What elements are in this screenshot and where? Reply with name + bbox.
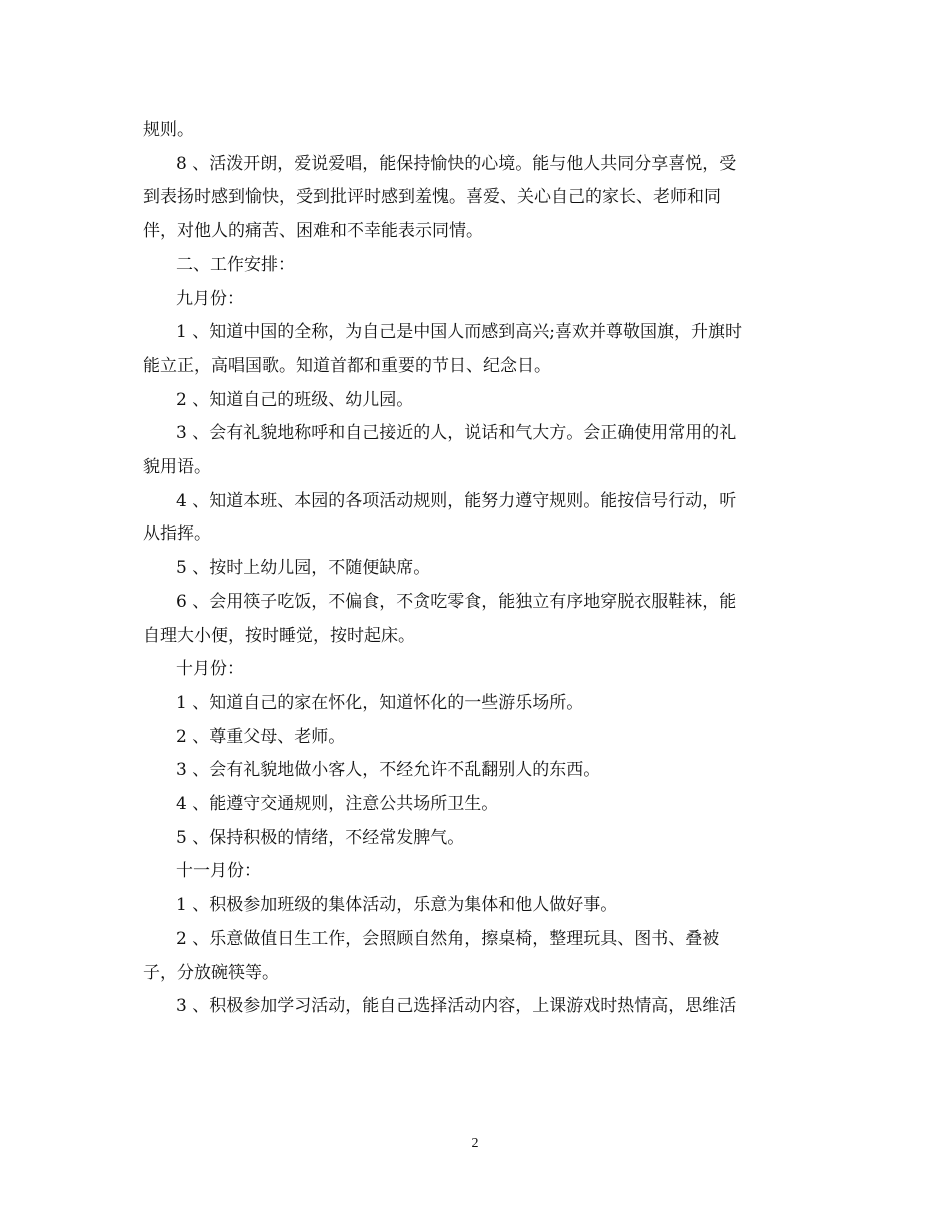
text-line: 4 、能遵守交通规则，注意公共场所卫生。: [176, 794, 499, 815]
text-line: 1 、知道中国的全称，为自己是中国人而感到高兴;喜欢并尊敬国旗，升旗时: [176, 322, 742, 343]
month-heading: 九月份：: [176, 288, 244, 309]
text-line: 6 、会用筷子吃饭，不偏食，不贪吃零食，能独立有序地穿脱衣服鞋袜，能: [176, 591, 737, 612]
text-line: 自理大小便，按时睡觉，按时起床。: [143, 625, 415, 646]
month-heading: 十一月份：: [176, 861, 261, 882]
text-line: 1 、知道自己的家在怀化，知道怀化的一些游乐场所。: [176, 692, 584, 713]
text-line: 到表扬时感到愉快，受到批评时感到羞愧。喜爱、关心自己的家长、老师和同: [143, 187, 721, 208]
text-line: 1 、积极参加班级的集体活动，乐意为集体和他人做好事。: [176, 895, 618, 916]
text-line: 能立正，高唱国歌。知道首都和重要的节日、纪念日。: [143, 355, 551, 376]
text-line: 从指挥。: [143, 524, 211, 545]
text-line: 4 、知道本班、本园的各项活动规则，能努力遵守规则。能按信号行动，听: [176, 490, 737, 511]
text-line: 规则。: [143, 120, 194, 140]
text-line: 伴，对他人的痛苦、困难和不幸能表示同情。: [143, 221, 483, 242]
text-line: 5 、保持积极的情绪，不经常发脾气。: [176, 827, 465, 848]
text-line: 2 、乐意做值日生工作，会照顾自然角，擦桌椅，整理玩具、图书、叠被: [176, 928, 720, 949]
text-line: 3 、会有礼貌地称呼和自己接近的人，说话和气大方。会正确使用常用的礼: [176, 423, 737, 444]
section-heading: 二、工作安排：: [176, 254, 295, 275]
text-line: 8 、活泼开朗，爱说爱唱，能保持愉快的心境。能与他人共同分享喜悦，受: [176, 153, 737, 174]
text-line: 5 、按时上幼儿园，不随便缺席。: [176, 558, 431, 579]
text-line: 2 、知道自己的班级、幼儿园。: [176, 389, 414, 410]
text-line: 3 、积极参加学习活动，能自己选择活动内容，上课游戏时热情高，思维活: [176, 996, 737, 1017]
page-number: 2: [471, 1136, 479, 1151]
document-body: [143, 114, 803, 1024]
text-line: 2 、尊重父母、老师。: [176, 726, 346, 747]
month-heading: 十月份：: [176, 659, 244, 680]
text-line: 3 、会有礼貌地做小客人，不经允许不乱翻别人的东西。: [176, 760, 601, 781]
text-line: 子，分放碗筷等。: [143, 962, 279, 983]
text-line: 貌用语。: [143, 457, 211, 478]
